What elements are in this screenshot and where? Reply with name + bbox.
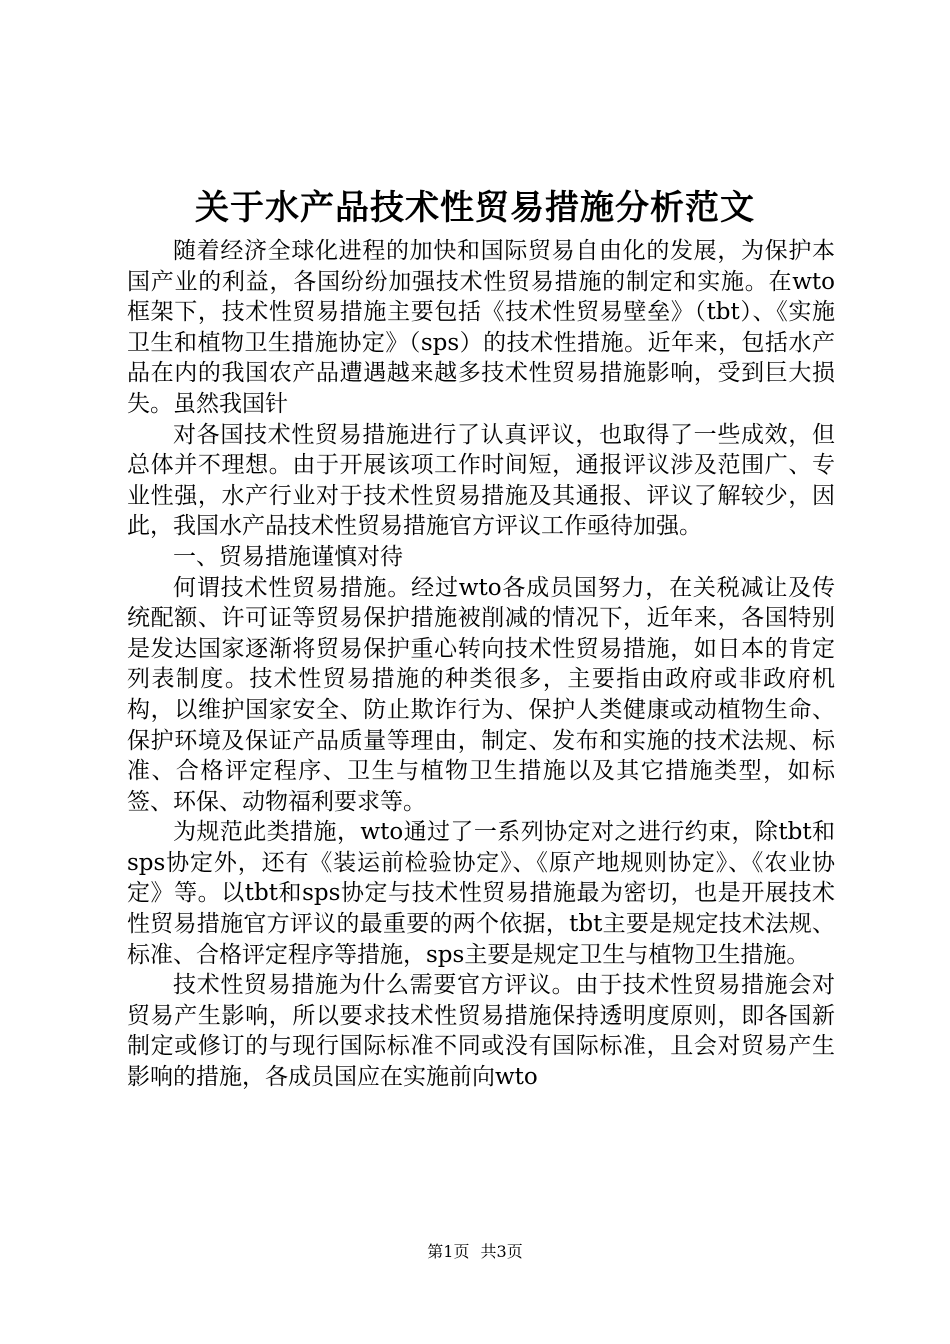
paragraph-intro: 随着经济全球化进程的加快和国际贸易自由化的发展，为保护本国产业的利益，各国纷纷加强技术性贸易措施的制定和实施。在wto框架下，技术性贸易措施主要包括《技术性贸易壁垒》（tbt）、《实施卫生和植物卫生措施协定》（sps）的技术性措施。近年来，包括水产品在内的我国农产品遭遇越来越多技术性贸易措施影响，受到巨大损失。虽然我国针 — [127, 238, 835, 417]
page-number: 第1页 共3页 — [427, 1242, 523, 1261]
paragraph-evaluation: 对各国技术性贸易措施进行了认真评议，也取得了一些成效，但总体并不理想。由于开展该项工作时间短，通报评议涉及范围广、专业性强，水产行业对于技术性贸易措施及其通报、评议了解较少，因此，我国水产品技术性贸易措施官方评议工作亟待加强。 — [127, 421, 835, 540]
document-title: 关于水产品技术性贸易措施分析范文 — [195, 188, 755, 228]
paragraph-agreements: 为规范此类措施，wto通过了一系列协定对之进行约束，除tbt和sps协定外，还有《装运前检验协定》、《原产地规则协定》、《农业协定》等。以tbt和sps协定与技术性贸易措施最为密切，也是开展技术性贸易措施官方评议的最重要的两个依据，tbt主要是规定技术法规、标准、合格评定程序等措施，sps主要是规定卫生与植物卫生措施。 — [127, 819, 835, 968]
paragraph-definition: 何谓技术性贸易措施。经过wto各成员国努力，在关税减让及传统配额、许可证等贸易保护措施被削减的情况下，近年来，各国特别是发达国家逐渐将贸易保护重心转向技术性贸易措施，如日本的肯定列表制度。技术性贸易措施的种类很多，主要指由政府或非政府机构，以维护国家安全、防止欺诈行为、保护人类健康或动植物生命、保护环境及保证产品质量等理由，制定、发布和实施的技术法规、标准、合格评定程序、卫生与植物卫生措施以及其它措施类型，如标签、环保、动物福利要求等。 — [127, 574, 835, 815]
paragraph-official-review: 技术性贸易措施为什么需要官方评议。由于技术性贸易措施会对贸易产生影响，所以要求技术性贸易措施保持透明度原则，即各国新制定或修订的与现行国际标准不同或没有国际标准，且会对贸易产生影响的措施，各成员国应在实施前向wto — [127, 972, 835, 1091]
document-body — [127, 236, 835, 1093]
section-heading: 一、贸易措施谨慎对待 — [173, 543, 403, 570]
